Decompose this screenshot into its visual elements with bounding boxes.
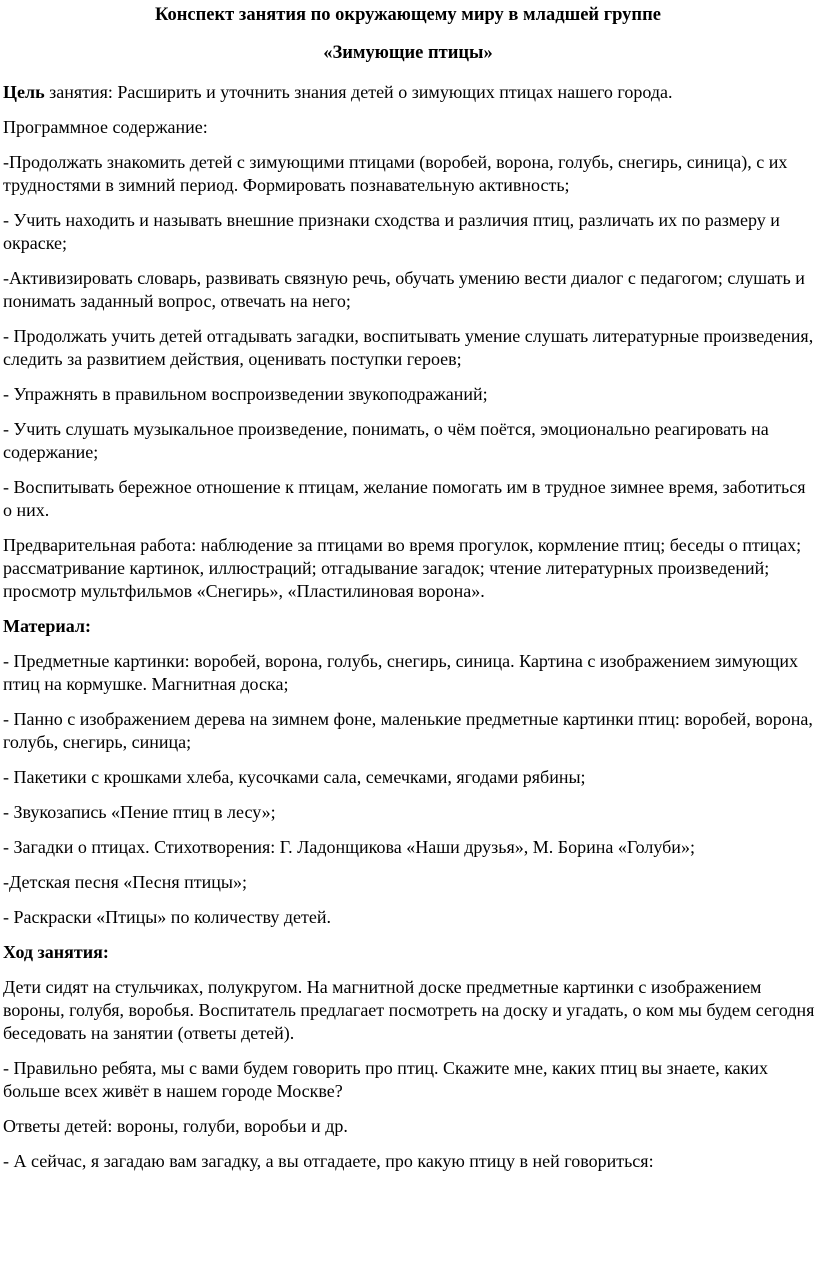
material-item: - Загадки о птицах. Стихотворения: Г. Ладонщикова «Наши друзья», М. Борина «Голуби»;: [3, 837, 695, 857]
material-item: - Предметные картинки: воробей, ворона, голубь, снегирь, синица. Картина с изображением зимующих птиц на кормушке. Магнитная доска;: [3, 651, 798, 694]
material-item: - Панно с изображением дерева на зимнем фоне, маленькие предметные картинки птиц: воробей, ворона, голубь, снегирь, синица;: [3, 709, 813, 752]
document-title-line1: Конспект занятия по окружающему миру в младшей группе: [155, 5, 661, 25]
course-paragraph: - Правильно ребята, мы с вами будем говорить про птиц. Скажите мне, каких птиц вы знаете, каких больше всех живёт в нашем городе Москве?: [3, 1058, 769, 1101]
program-item: -Продолжать знакомить детей с зимующими птицами (воробей, ворона, голубь, снегирь, синица), с их трудностями в зимний период. Формировать познавательную активность;: [3, 152, 788, 195]
course-heading: Ход занятия:: [3, 942, 109, 962]
program-item: - Упражнять в правильном воспроизведении звукоподражаний;: [3, 384, 488, 404]
material-item: - Раскраски «Птицы» по количеству детей.: [3, 907, 332, 927]
course-paragraph: - А сейчас, я загадаю вам загадку, а вы отгадаете, про какую птицу в ней говориться:: [3, 1151, 654, 1171]
document-body: [3, 81, 815, 1185]
course-paragraph: Ответы детей: вороны, голуби, воробьи и др.: [3, 1116, 348, 1136]
material-item: - Пакетики с крошками хлеба, кусочками сала, семечками, ягодами рябины;: [3, 767, 586, 787]
program-item: - Воспитывать бережное отношение к птицам, желание помогать им в трудное зимнее время, заботиться о них.: [3, 477, 806, 520]
goal-text: занятия: Расширить и уточнить знания детей о зимующих птицах нашего города.: [44, 82, 673, 102]
material-item: -Детская песня «Песня птицы»;: [3, 872, 247, 892]
program-item: -Активизировать словарь, развивать связную речь, обучать умению вести диалог с педагогом; слушать и понимать заданный вопрос, отвечать на него;: [3, 268, 805, 311]
program-item: - Продолжать учить детей отгадывать загадки, воспитывать умение слушать литературные произведения, следить за развитием действия, оценивать поступки героев;: [3, 326, 814, 369]
goal-label: Цель: [3, 82, 45, 102]
program-item: - Учить слушать музыкальное произведение, понимать, о чём поётся, эмоционально реагировать на содержание;: [3, 419, 769, 462]
program-item: - Учить находить и называть внешние признаки сходства и различия птиц, различать их по размеру и окраске;: [3, 210, 780, 253]
preliminary-work-paragraph: Предварительная работа: наблюдение за птицами во время прогулок, кормление птиц; беседы о птицах; рассматривание картинок, иллюстраций; отгадывание загадок; чтение литературных произведений; просмотр мультфильмов «Снегирь», «Пластилиновая ворона».: [3, 535, 802, 601]
program-heading: Программное содержание:: [3, 117, 208, 137]
goal-paragraph: [3, 81, 815, 104]
material-heading: Материал:: [3, 616, 91, 636]
material-item: - Звукозапись «Пение птиц в лесу»;: [3, 802, 276, 822]
document-title-line2: «Зимующие птицы»: [323, 43, 493, 63]
course-paragraph: Дети сидят на стульчиках, полукругом. На магнитной доске предметные картинки с изображением вороны, голубя, воробья. Воспитатель предлагает посмотреть на доску и угадать, о ком мы будем сегодня беседовать на занятии (ответы детей).: [3, 977, 815, 1043]
